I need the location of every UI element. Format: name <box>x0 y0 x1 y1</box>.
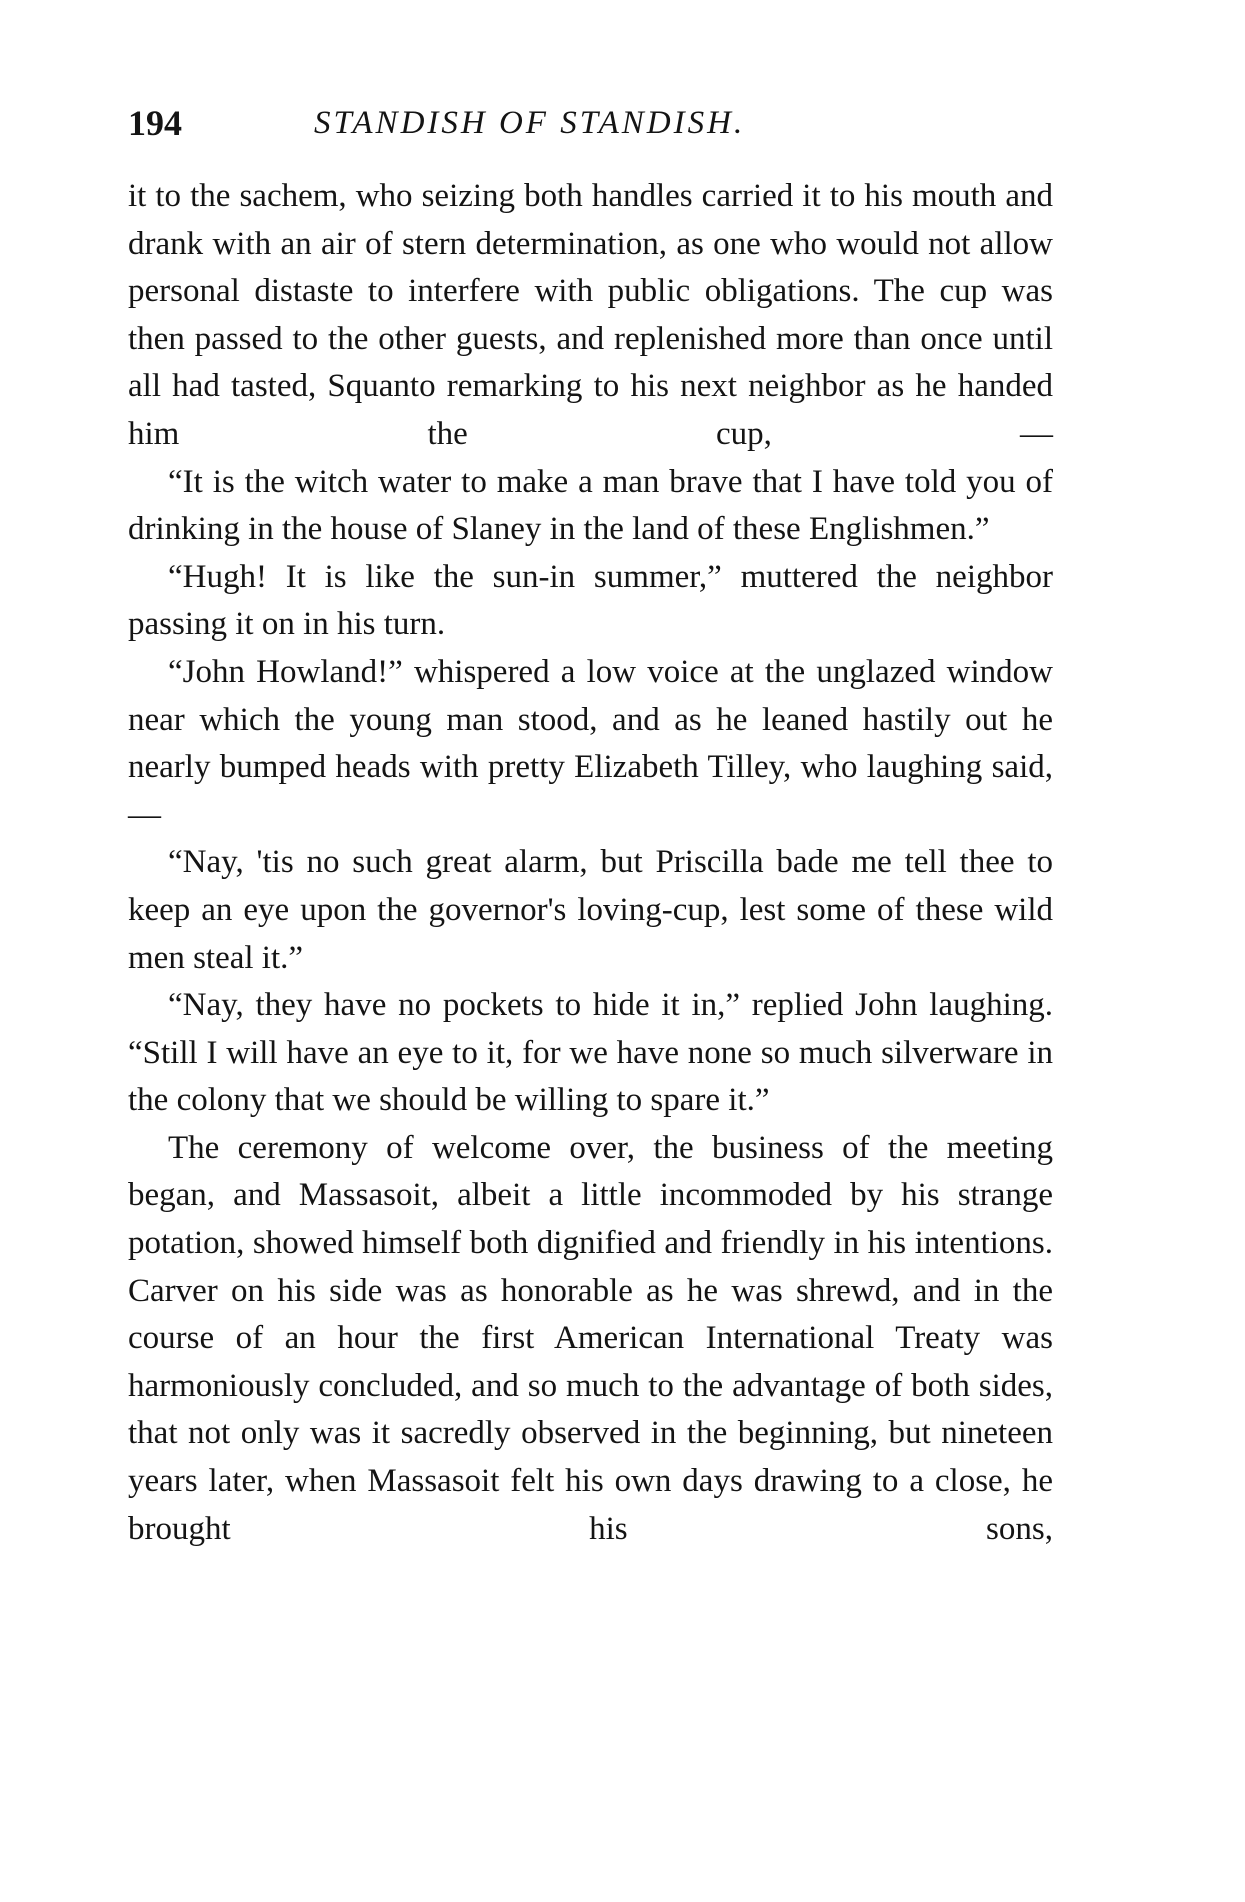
paragraph-elizabeth-tilley: “Nay, 'tis no such great alarm, but Priscilla bade me tell thee to keep an eye upon the governor's loving-cup, lest some of these wild men steal it.” <box>128 844 1053 976</box>
page-number: 194 <box>128 103 182 143</box>
running-title: STANDISH OF STANDISH. <box>314 105 746 141</box>
paragraph-squanto-speech: “It is the witch water to make a man brave that I have told you of drinking in the house of Slaney in the land of these Englishmen.” <box>128 463 1053 548</box>
paragraph-john-reply: “Nay, they have no pockets to hide it in,” replied John laughing. “Still I will have an eye to it, for we have none so much silverware in the colony that we should be willing to spare it.” <box>128 987 1053 1119</box>
body-text <box>128 173 1053 1553</box>
paragraph-neighbor-reply: “Hugh! It is like the sun-in summer,” muttered the neighbor passing it on in his turn. <box>128 558 1053 643</box>
paragraph-treaty: The ceremony of welcome over, the business of the meeting began, and Massasoit, albeit a little incommoded by his strange potation, showed himself both dignified and friendly in his intentions. Carver on his side was as honorable as he was shrewd, and in the course of an hour the first American International Treaty was harmoniously concluded, and so much to the advantage of both sides, that not only was it sacredly observed in the beginning, but nineteen years later, when Massasoit felt his own days drawing to a close, he brought his sons, <box>128 1129 1053 1547</box>
running-head <box>128 98 1058 148</box>
paragraph-continuation: it to the sachem, who seizing both handles carried it to his mouth and drank with an air of stern determination, as one who would not allow personal distaste to interfere with public obligations. The cup was then passed to the other guests, and replenished more than once until all had tasted, Squanto remarking to his next neighbor as he handed him the cup, — <box>128 178 1053 452</box>
paragraph-john-howland: “John Howland!” whispered a low voice at the unglazed window near which the young man stood, and as he leaned hastily out he nearly bumped heads with pretty Elizabeth Tilley, who laughing said, — <box>128 653 1053 833</box>
